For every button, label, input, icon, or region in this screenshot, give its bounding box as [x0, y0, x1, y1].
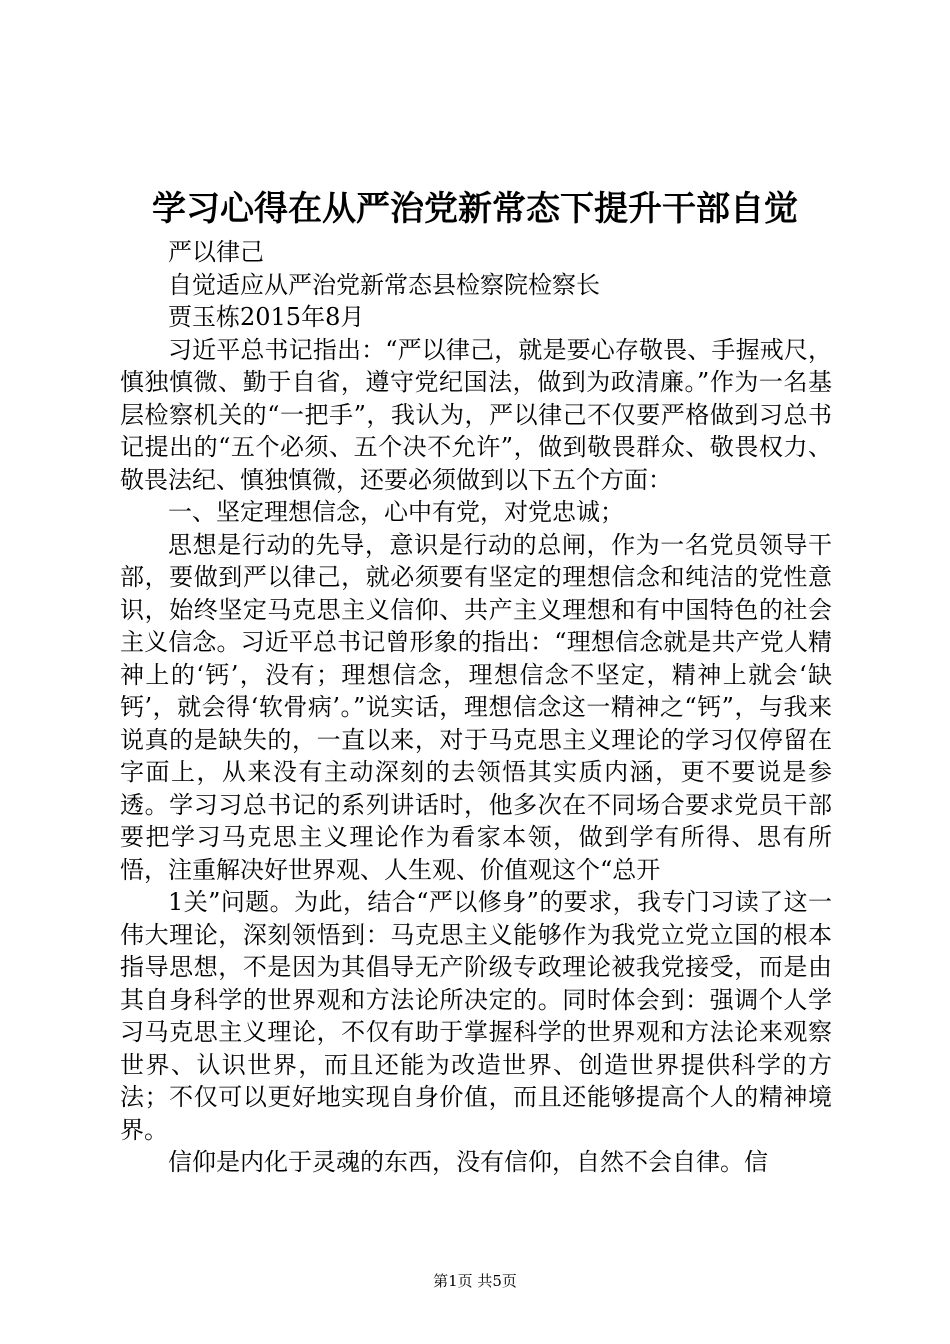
paragraph-section-heading: 一、坚定理想信念，心中有党，对党忠诚；: [168, 498, 624, 526]
paragraph-author-date: 贾玉栋2015年8月: [168, 303, 365, 331]
paragraph-body: 思想是行动的先导，意识是行动的总闸，作为一名党员领导干部，要做到严以律己，就必须要有坚定的理想信念和纯洁的党性意识，始终坚定马克思主义信仰、共产主义理想和有中国特色的社会主义信念。习近平总书记曾形象的指出：“理想信念就是共产党人精神上的‘钙’，没有；理想信念，理想信念不坚定，精神上就会‘缺钙’，就会得‘软骨病’。”说实话，理想信念这一精神之“钙”，与我来说真的是缺失的，一直以来，对于马克思主义理论的学习仅停留在字面上，从来没有主动深刻的去领悟其实质内涵，更不要说是参透。学习习总书记的系列讲话时，他多次在不同场合要求党员干部要把学习马克思主义理论作为看家本领，做到学有所得、思有所悟，注重解决好世界观、人生观、价值观这个“总开: [120, 530, 832, 884]
document-body: [120, 236, 832, 1179]
paragraph-body: 1关”问题。为此，结合“严以修身”的要求，我专门习读了这一伟大理论，深刻领悟到：马克思主义能够作为我党立党立国的根本指导思想，不是因为其倡导无产阶级专政理论被我党接受，而是由其自身科学的世界观和方法论所决定的。同时体会到：强调个人学习马克思主义理论，不仅有助于掌握科学的世界观和方法论来观察世界、认识世界，而且还能为改造世界、创造世界提供科学的方法；不仅可以更好地实现自身价值，而且还能够提高个人的精神境界。: [120, 888, 832, 1144]
paragraph-body: 习近平总书记指出：“严以律己，就是要心存敬畏、手握戒尺，慎独慎微、勤于自省，遵守党纪国法，做到为政清廉。”作为一名基层检察机关的“一把手”，我认为，严以律己不仅要严格做到习总书记提出的“五个必须、五个决不允许”，做到敬畏群众、敬畏权力、敬畏法纪、慎独慎微，还要必须做到以下五个方面：: [120, 335, 832, 494]
paragraph-author-role: 自觉适应从严治党新常态县检察院检察长: [168, 270, 600, 299]
paragraph-subtitle: 严以律己: [168, 238, 264, 266]
document-title: 学习心得在从严治党新常态下提升干部自觉: [152, 189, 798, 229]
paragraph-body: 信仰是内化于灵魂的东西，没有信仰，自然不会自律。信: [168, 1148, 768, 1176]
page-footer: 第1页 共5页: [433, 1272, 517, 1290]
